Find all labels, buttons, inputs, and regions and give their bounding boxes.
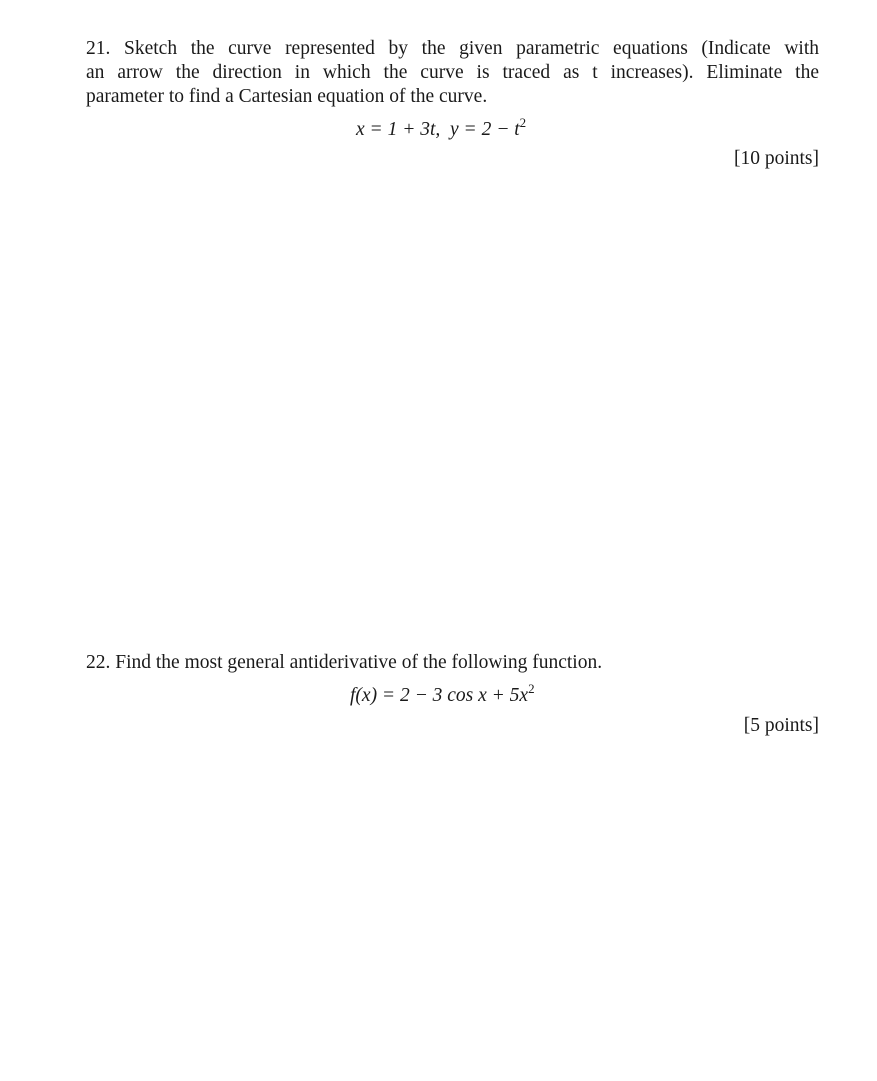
problem-21-equation-x: x = 1 + 3t, xyxy=(356,119,441,140)
problem-21-equation-exponent: 2 xyxy=(519,115,527,130)
problem-21-equation-y: y = 2 − t xyxy=(450,119,520,140)
problem-22-equation-exponent: 2 xyxy=(528,681,535,696)
problem-22-equation-function: f(x) = 2 − 3 cos x + 5x xyxy=(350,685,529,706)
problem-21-statement xyxy=(86,37,819,109)
problem-21-equation xyxy=(356,115,527,143)
problem-21-line-1: 21. Sketch the curve represented by the given parametric equations (Indicate with xyxy=(86,38,819,59)
problem-21-line-3: parameter to find a Cartesian equation of the curve. xyxy=(86,86,488,107)
problem-21-line-2: an arrow the direction in which the curve is traced as t increases). Eliminate the xyxy=(86,62,819,83)
problem-22-statement xyxy=(86,651,819,675)
problem-22-points: [5 points] xyxy=(743,715,819,736)
problem-22-line-1: 22. Find the most general antiderivative of the following function. xyxy=(86,652,603,673)
problem-21-points: [10 points] xyxy=(733,148,819,169)
problem-22-equation xyxy=(350,681,535,709)
